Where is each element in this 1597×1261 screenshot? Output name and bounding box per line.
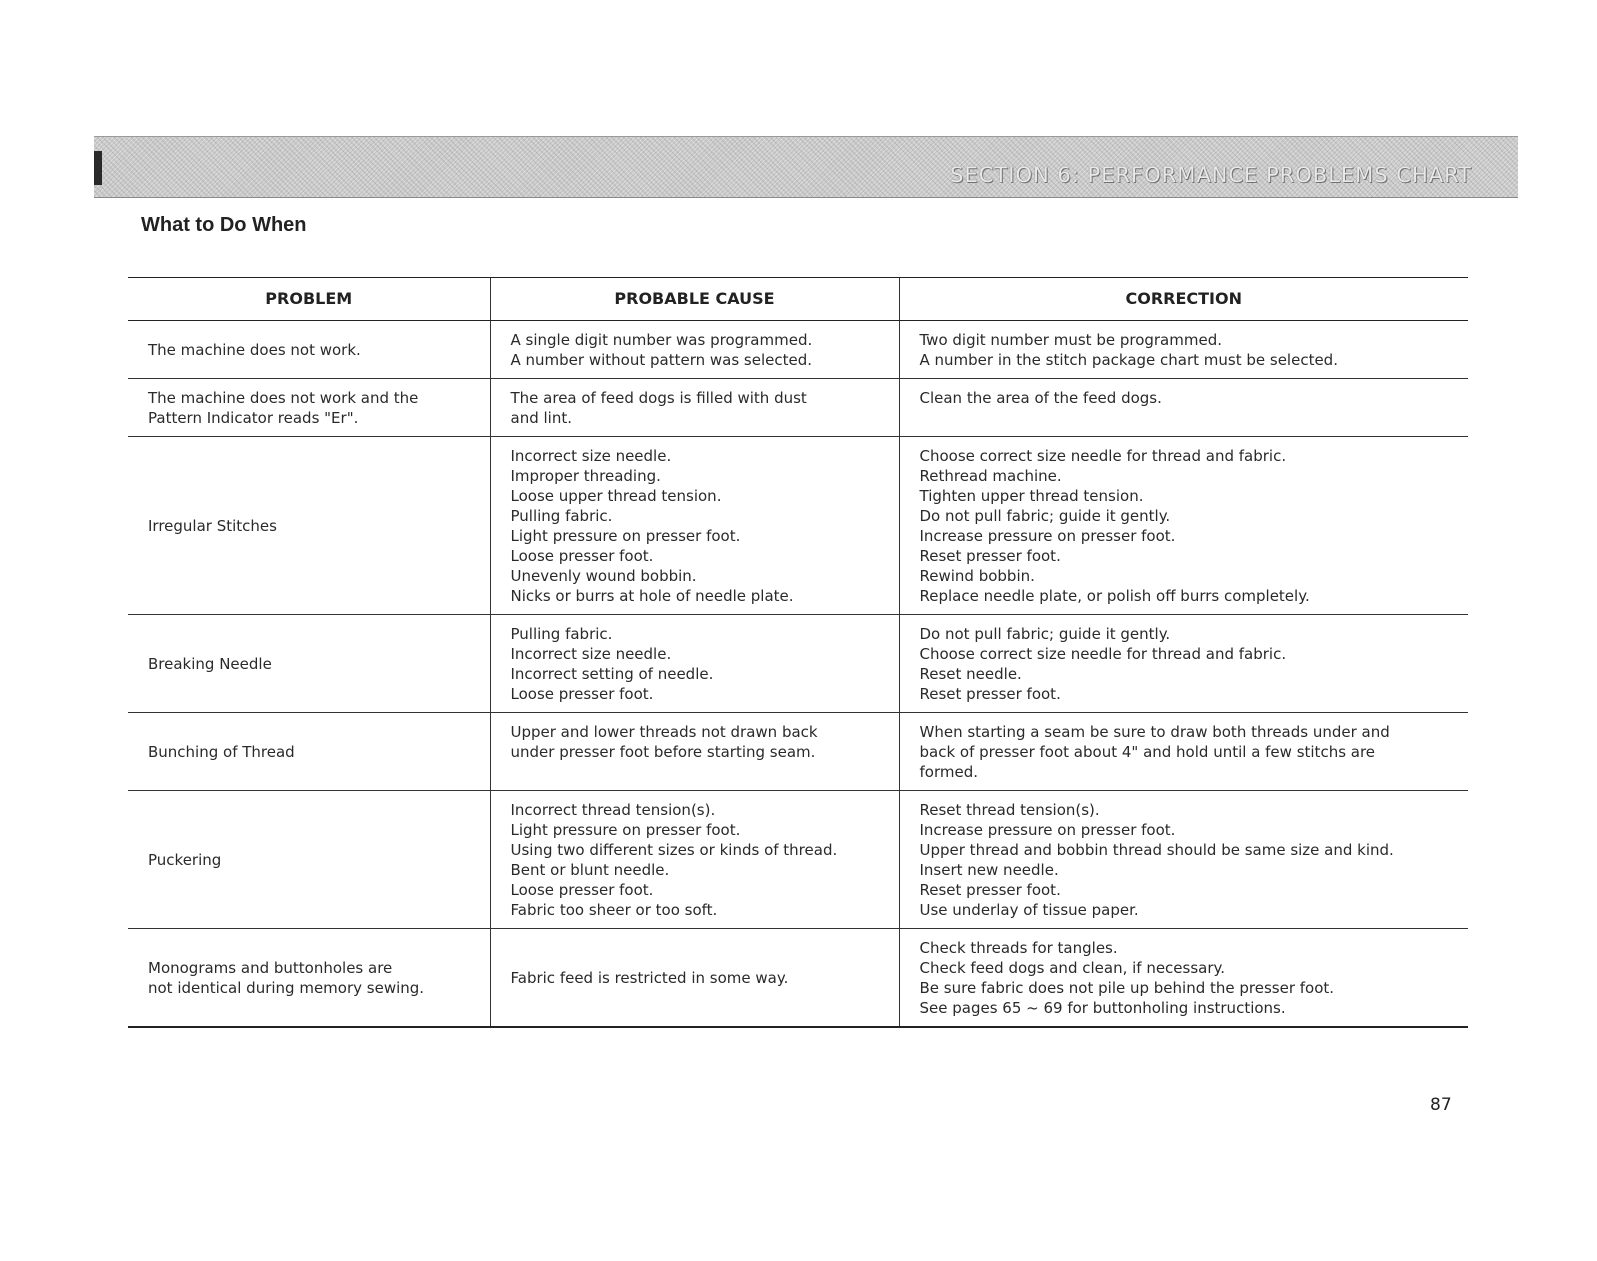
problem-cell [128,929,490,1028]
table-row [128,929,1468,1028]
correction-cell [899,379,1468,437]
correction-line: Clean the area of the feed dogs. [919,389,1162,407]
correction-line: When starting a seam be sure to draw both threads under and [919,723,1390,741]
cause-line: Pulling fabric. [510,507,613,525]
correction-line: Choose correct size needle for thread and fabric. [919,645,1287,663]
cause-line: Loose upper thread tension. [510,487,722,505]
cause-cell [490,713,899,791]
cause-cell [490,321,899,379]
column-header-problem: PROBLEM [128,278,490,321]
correction-line: Insert new needle. [919,861,1059,879]
correction-line: See pages 65 ~ 69 for buttonholing instructions. [919,999,1286,1017]
banner-edge-mark [94,151,102,185]
correction-line: Rewind bobbin. [919,567,1035,585]
problem-cell [128,321,490,379]
correction-line: Reset presser foot. [919,547,1061,565]
correction-line: Use underlay of tissue paper. [919,901,1139,919]
correction-line: A number in the stitch package chart must be selected. [919,351,1338,369]
correction-line: Do not pull fabric; guide it gently. [919,625,1171,643]
correction-line: formed. [919,763,978,781]
column-header-cause: PROBABLE CAUSE [490,278,899,321]
problem-line: Breaking Needle [148,655,272,673]
section-title: SECTION 6: PERFORMANCE PROBLEMS CHART [950,163,1472,187]
cause-line: Fabric too sheer or too soft. [510,901,718,919]
problem-line: The machine does not work and the [148,389,419,407]
correction-cell [899,437,1468,615]
problem-line: Puckering [148,851,222,869]
problem-line: Irregular Stitches [148,517,277,535]
cause-line: Incorrect setting of needle. [510,665,714,683]
cause-cell [490,615,899,713]
table-header-row [128,278,1468,321]
problem-line: not identical during memory sewing. [148,979,425,997]
correction-cell [899,929,1468,1028]
problems-chart-table [128,277,1468,1028]
cause-line: Fabric feed is restricted in some way. [510,969,789,987]
correction-line: Reset thread tension(s). [919,801,1100,819]
problem-cell [128,791,490,929]
problem-cell [128,713,490,791]
correction-line: Check threads for tangles. [919,939,1118,957]
correction-line: Increase pressure on presser foot. [919,527,1176,545]
correction-line: Replace needle plate, or polish off burrs completely. [919,587,1310,605]
correction-line: Increase pressure on presser foot. [919,821,1176,839]
column-header-correction: CORRECTION [899,278,1468,321]
cause-line: Unevenly wound bobbin. [510,567,697,585]
cause-line: Incorrect size needle. [510,645,672,663]
correction-line: Rethread machine. [919,467,1062,485]
cause-cell [490,379,899,437]
cause-line: and lint. [510,409,572,427]
cause-line: under presser foot before starting seam. [510,743,816,761]
correction-line: Upper thread and bobbin thread should be same size and kind. [919,841,1394,859]
table-row [128,321,1468,379]
cause-line: Incorrect size needle. [510,447,672,465]
correction-line: Tighten upper thread tension. [919,487,1144,505]
correction-line: Reset presser foot. [919,881,1061,899]
table-row [128,791,1468,929]
correction-line: Choose correct size needle for thread and fabric. [919,447,1287,465]
cause-line: Improper threading. [510,467,661,485]
problem-line: Monograms and buttonholes are [148,959,393,977]
problem-line: Pattern Indicator reads "Er". [148,409,359,427]
problem-cell [128,379,490,437]
cause-cell [490,791,899,929]
correction-line: Be sure fabric does not pile up behind the presser foot. [919,979,1335,997]
cause-line: Upper and lower threads not drawn back [510,723,818,741]
cause-line: Incorrect thread tension(s). [510,801,716,819]
section-banner [94,136,1518,198]
cause-line: The area of feed dogs is filled with dust [510,389,807,407]
correction-cell [899,615,1468,713]
cause-line: Using two different sizes or kinds of thread. [510,841,838,859]
cause-line: Light pressure on presser foot. [510,821,741,839]
problem-cell [128,437,490,615]
cause-line: A number without pattern was selected. [510,351,813,369]
problem-line: The machine does not work. [148,341,361,359]
cause-line: A single digit number was programmed. [510,331,813,349]
correction-line: Do not pull fabric; guide it gently. [919,507,1171,525]
correction-line: Reset presser foot. [919,685,1061,703]
correction-line: Check feed dogs and clean, if necessary. [919,959,1226,977]
cause-cell [490,437,899,615]
page-number: 87 [1430,1095,1452,1115]
cause-line: Light pressure on presser foot. [510,527,741,545]
cause-line: Pulling fabric. [510,625,613,643]
problem-line: Bunching of Thread [148,743,295,761]
correction-cell [899,713,1468,791]
table-body [128,321,1468,1028]
table-row [128,615,1468,713]
table-row [128,713,1468,791]
problem-cell [128,615,490,713]
correction-line: Reset needle. [919,665,1022,683]
cause-line: Loose presser foot. [510,685,654,703]
cause-line: Nicks or burrs at hole of needle plate. [510,587,794,605]
page-subtitle: What to Do When [141,214,307,236]
cause-line: Loose presser foot. [510,881,654,899]
correction-line: Two digit number must be programmed. [919,331,1222,349]
cause-line: Bent or blunt needle. [510,861,670,879]
table-row [128,379,1468,437]
cause-line: Loose presser foot. [510,547,654,565]
correction-cell [899,791,1468,929]
correction-line: back of presser foot about 4" and hold until a few stitchs are [919,743,1376,761]
table-row [128,437,1468,615]
cause-cell [490,929,899,1028]
correction-cell [899,321,1468,379]
